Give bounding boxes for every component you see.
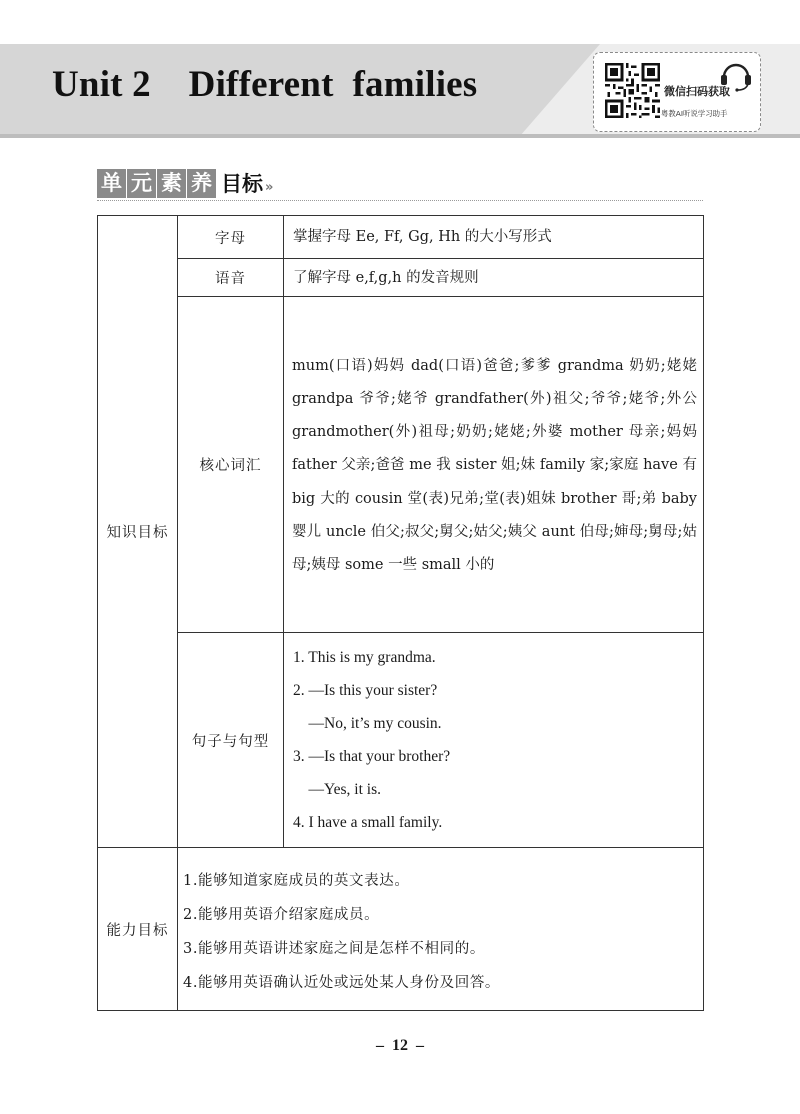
qr-main-text: 微信扫码获取 <box>664 85 730 98</box>
table-row <box>98 216 704 259</box>
sentence-line: 4. I have a small family. <box>293 814 443 831</box>
qr-promo-card[interactable] <box>593 52 761 132</box>
heading-text: 目标 <box>221 172 263 196</box>
goals-table <box>97 215 704 1011</box>
core-vocabulary: mum(口语)妈妈 dad(口语)爸爸;爹爹 grandma 奶奶;姥姥 grandpa 爷爷;姥爷 grandfather(外)祖父;爷爷;姥爷;外公 grandmother(外)祖母;奶奶;姥姥;外婆 mother 母亲;妈妈 father 父亲;爸爸 me 我 sister 姐;妹 family 家;家庭 have 有 big 大的 cousin 堂(表)兄弟;堂(表)姐妹 brother 哥;弟 baby 婴儿 uncle 伯父;叔父;舅父;姑父;姨父 aunt 伯母;婶母;舅母;姑母;姨母 some 一些 small 小的 <box>292 357 697 573</box>
row-label: 句子与句型 <box>178 633 284 848</box>
ability-item: 1.能够知道家庭成员的英文表达。 <box>183 873 410 889</box>
row-label: 语音 <box>178 259 284 297</box>
table-row <box>98 848 704 1011</box>
sentence-line: —No, it’s my cousin. <box>293 715 442 732</box>
badge-char: 元 <box>127 169 156 198</box>
table-row <box>98 297 704 633</box>
phonics-content: 了解字母 e,f,g,h 的发音规则 <box>284 259 704 297</box>
row-label: 字母 <box>178 216 284 259</box>
section-heading <box>97 168 273 198</box>
qr-sub-text: 粤教AI听说学习助手 <box>661 109 728 118</box>
sentence-list <box>293 633 695 847</box>
sentence-line: 2. —Is this your sister? <box>293 682 438 699</box>
table-row <box>98 633 704 848</box>
ability-item: 3.能够用英语讲述家庭之间是怎样不相同的。 <box>183 941 485 957</box>
letters-content: 掌握字母 Ee, Ff, Gg, Hh 的大小写形式 <box>284 216 704 259</box>
badge-char: 单 <box>97 169 126 198</box>
sentence-line: 3. —Is that your brother? <box>293 748 451 765</box>
heading-divider <box>97 200 703 201</box>
sentence-line: —Yes, it is. <box>293 781 382 798</box>
knowledge-category: 知识目标 <box>98 216 178 848</box>
ability-list <box>183 848 695 1010</box>
sentence-line: 1. This is my grandma. <box>293 649 436 666</box>
unit-title: Unit 2 Different families <box>52 64 478 105</box>
row-label: 核心词汇 <box>178 297 284 633</box>
page-number: – 12 – <box>376 1037 424 1054</box>
table-row <box>98 259 704 297</box>
badge-char: 养 <box>187 169 216 198</box>
badge-char: 素 <box>157 169 186 198</box>
ability-category: 能力目标 <box>98 848 178 1011</box>
double-chevron-icon: » <box>265 179 274 195</box>
ability-item: 4.能够用英语确认近处或远处某人身份及回答。 <box>183 975 501 991</box>
ability-item: 2.能够用英语介绍家庭成员。 <box>183 907 380 923</box>
qr-code-icon <box>605 63 660 118</box>
